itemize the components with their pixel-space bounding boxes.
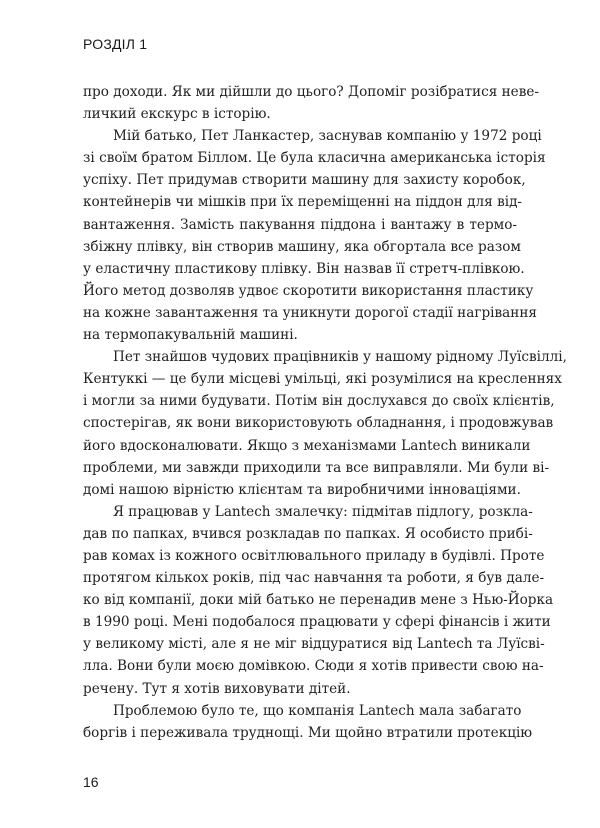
text-line: його вдосконалювати. Якщо з механізмами Lantech виникали (83, 437, 531, 454)
text-line: Я працював у Lantech змалечку: підмітав підлогу, розкла- (113, 503, 533, 520)
paragraph (83, 700, 533, 744)
text-line: у великому місті, але я не міг відцуратися від Lantech та Луїсві- (83, 636, 545, 653)
paragraph (83, 125, 546, 346)
text-line: зі своїм братом Біллом. Це була класична американська історія (83, 150, 546, 167)
text-line: Кентуккі — це були місцеві умільці, які розумілися на кресленнях (83, 371, 562, 388)
chapter-header: РОЗДІЛ 1 (83, 36, 148, 52)
text-line: на термопакувальній машині. (83, 327, 298, 344)
text-line: домі нашою вірністю клієнтам та виробничими інноваціями. (83, 481, 521, 498)
text-line: збіжну плівку, він створив машину, яка обгортала все разом (83, 238, 522, 255)
text-line: успіху. Пет придумав створити машину для захисту коробок, (83, 172, 526, 189)
paragraph (83, 346, 567, 501)
text-line: боргів і переживала труднощі. Ми щойно втратили протекцію (83, 724, 533, 741)
paragraph (83, 81, 540, 125)
page-number: 16 (83, 774, 99, 790)
text-line: про доходи. Як ми дійшли до цього? Допоміг розібратися неве- (83, 84, 540, 100)
text-line: речену. Тут я хотів виховувати дітей. (83, 680, 351, 697)
text-line: ко від компанії, доки мій батько не перенадив мене з Нью-Йорка (83, 592, 554, 609)
text-line: вантаження. Замість пакування піддона і вантажу в термо- (83, 216, 517, 233)
text-line: дав по папках, вчився розкладав по папках. Я особисто прибі- (83, 525, 533, 542)
text-line: контейнерів чи мішків при їх переміщенні на піддон для від- (83, 194, 523, 211)
paragraph (83, 501, 554, 700)
body-text (83, 81, 567, 744)
text-line: Мій батько, Пет Ланкастер, заснував компанію у 1972 році (113, 128, 542, 145)
text-line: Проблемою було те, що компанія Lantech мала забагато (113, 702, 522, 719)
text-line: спостерігав, як вони використовують обладнання, і продовжував (83, 415, 554, 432)
text-line: рав комах із кожного освітлювального приладу в будівлі. Проте (83, 547, 545, 564)
text-line: в 1990 році. Мені подобалося працювати у сфері фінансів і жити (83, 614, 551, 631)
text-line: на кожне завантаження та уникнути дорогої стадії нагрівання (83, 304, 537, 321)
text-line: у еластичну пластикову плівку. Він назвав її стретч-плівкою. (83, 260, 525, 277)
text-line: личкий екскурс в історію. (83, 106, 271, 123)
text-line: і могли за ними будувати. Потім він дослухався до своїх клієнтів, (83, 393, 555, 410)
text-line: Його метод дозволяв удвоє скоротити використання пластику (83, 282, 534, 299)
text-line: Пет знайшов чудових працівників у нашому рідному Луїсвіллі, (113, 349, 567, 366)
text-line: протягом кількох років, під час навчання та роботи, я був дале- (83, 570, 545, 587)
text-line: лла. Вони були моєю домівкою. Сюди я хотів привести свою на- (83, 658, 544, 675)
text-line: проблеми, ми завжди приходили та все виправляли. Ми були ві- (83, 459, 550, 476)
